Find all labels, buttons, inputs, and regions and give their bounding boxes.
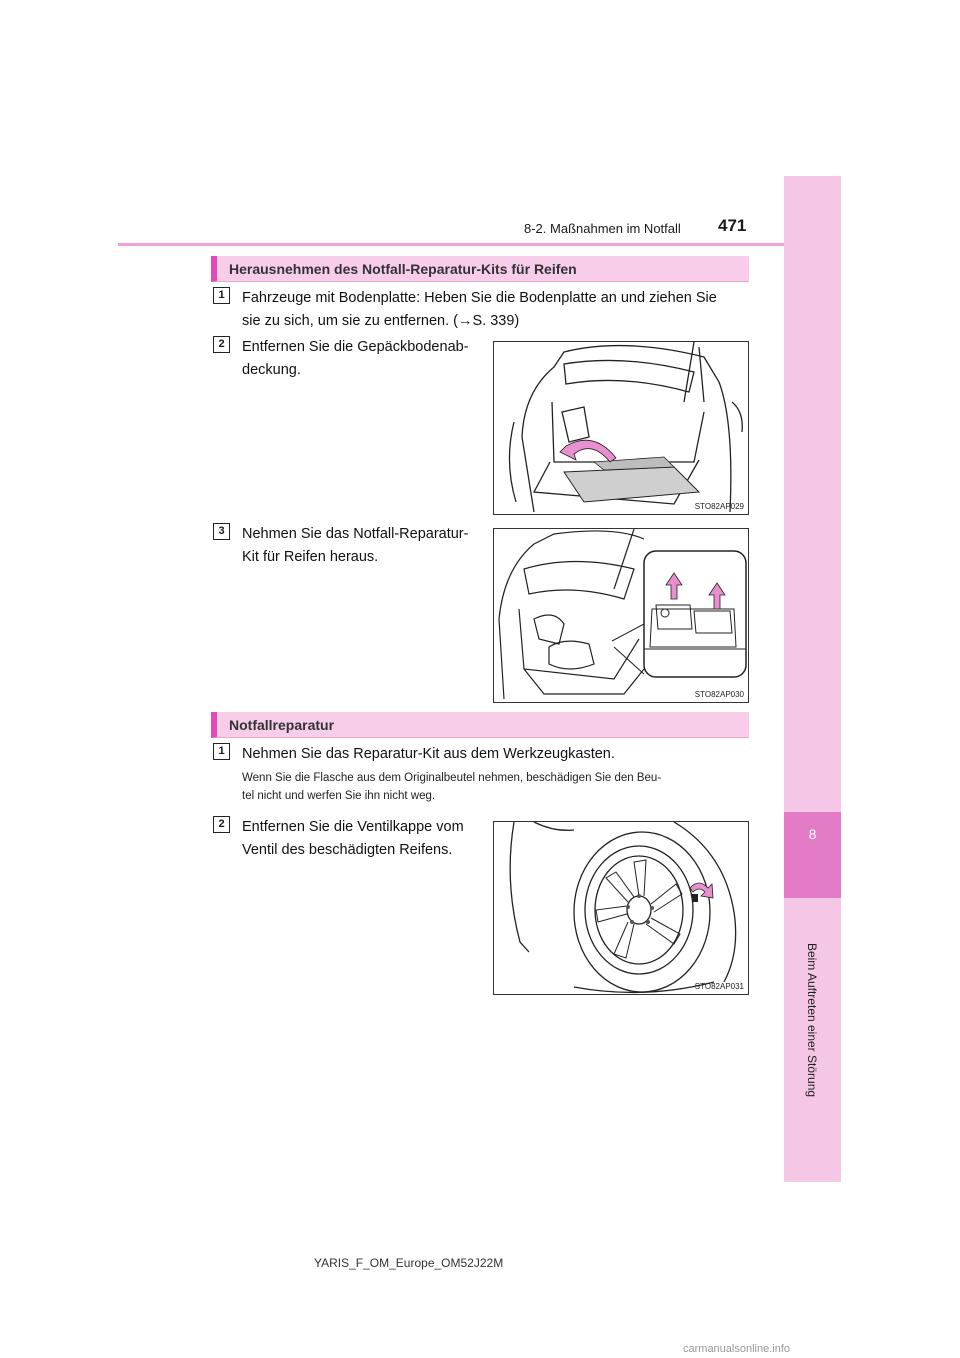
- section-heading-emergency-repair: [211, 712, 749, 738]
- side-chapter-tab-active: [784, 812, 841, 898]
- header-rule: [118, 243, 784, 246]
- figure-id: STO82AP029: [694, 502, 744, 511]
- step-text-line: Kit für Reifen heraus.: [242, 549, 379, 565]
- step-text-line: sie zu sich, um sie zu entfernen. (→S. 339): [242, 313, 520, 329]
- step-text-line: deckung.: [242, 362, 301, 378]
- figure-luggage-cover: [493, 341, 749, 515]
- figure-id: STO82AP031: [694, 982, 744, 991]
- figure-valve-cap: [493, 821, 749, 995]
- figure-id: STO82AP030: [694, 690, 744, 699]
- step-text-line: Entfernen Sie die Ventilkappe vom: [242, 819, 464, 835]
- step-text: [242, 287, 748, 333]
- chapter-number: 8: [808, 826, 817, 842]
- step-text-line: Ventil des beschädigten Reifens.: [242, 842, 453, 858]
- chapter-title: Beim Auftreten einer Störung: [805, 942, 819, 1098]
- step-text: Nehmen Sie das Reparatur-Kit aus dem Werkzeugkasten.: [242, 746, 615, 762]
- header-section-title: 8-2. Maßnahmen im Notfall: [524, 221, 681, 236]
- page-number: 471: [718, 216, 747, 235]
- step-number: 3: [213, 523, 230, 540]
- step-number: 1: [213, 287, 230, 304]
- watermark: carmanualsonline.info: [683, 1343, 791, 1355]
- note-line: Wenn Sie die Flasche aus dem Originalbeutel nehmen, beschädigen Sie den Beu-: [242, 772, 662, 784]
- section-heading-removal: [211, 256, 749, 282]
- valve-icon: [692, 894, 698, 902]
- note-line: tel nicht und werfen Sie ihn nicht weg.: [242, 790, 436, 802]
- step-number: 2: [213, 816, 230, 833]
- arrow-icon: [560, 440, 616, 462]
- footer-code: YARIS_F_OM_Europe_OM52J22M: [314, 1256, 504, 1270]
- luggage-cover-illustration: [494, 342, 749, 515]
- step-text-line: Nehmen Sie das Notfall-Reparatur-: [242, 526, 469, 542]
- step-text: [242, 523, 482, 569]
- repair-kit-illustration: [494, 529, 749, 703]
- step-number: 1: [213, 743, 230, 760]
- step-text: [242, 816, 482, 862]
- step-text: [242, 336, 482, 382]
- section-title: Notfallreparatur: [229, 717, 335, 733]
- figure-repair-kit-removal: [493, 528, 749, 703]
- step-text-line: Fahrzeuge mit Bodenplatte: Heben Sie die Bodenplatte an und ziehen Sie: [242, 290, 717, 306]
- step-text-line: Entfernen Sie die Gepäckbodenab-: [242, 339, 469, 355]
- tire-valve-illustration: [494, 822, 749, 995]
- step-note: [242, 769, 748, 805]
- section-title: Herausnehmen des Notfall-Reparatur-Kits für Reifen: [229, 261, 577, 277]
- step-number: 2: [213, 336, 230, 353]
